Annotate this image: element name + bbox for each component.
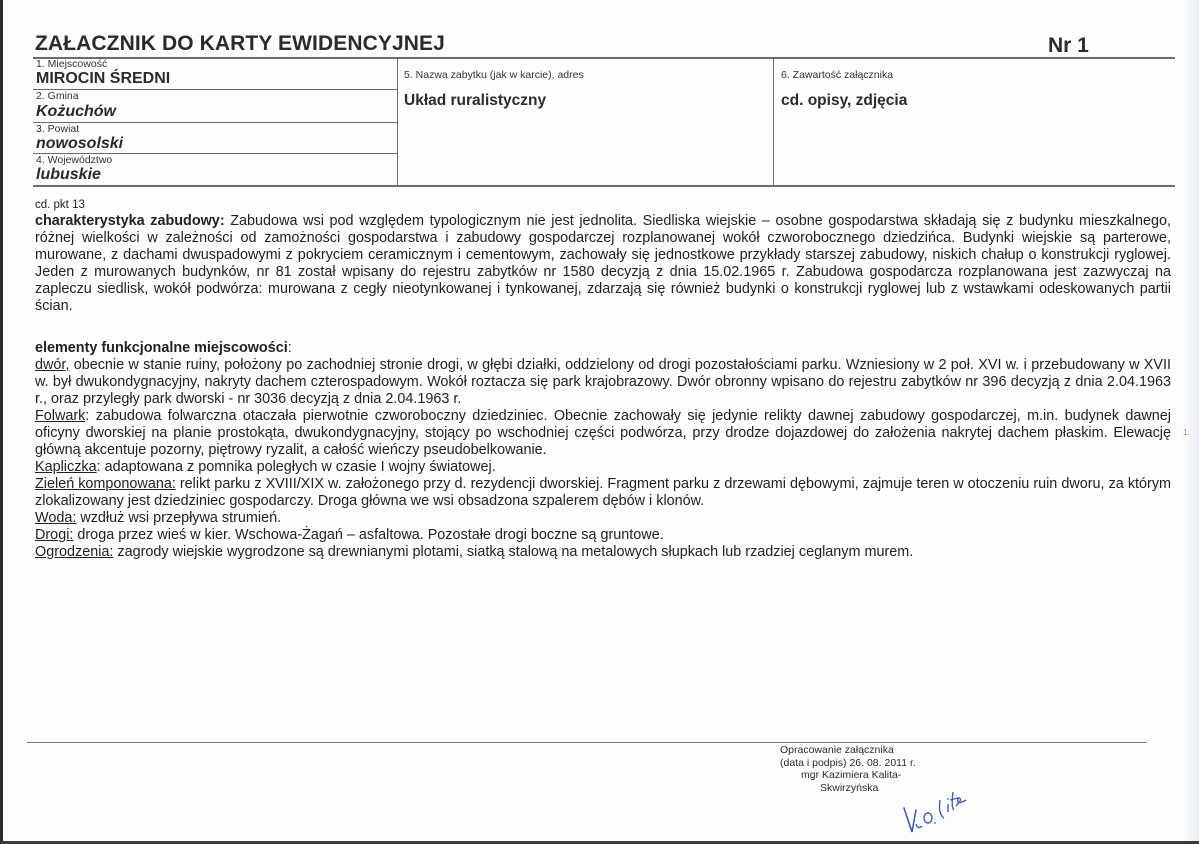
nazwa-zabytku-label: 5. Nazwa zabytku (jak w karcie), adres (404, 69, 584, 81)
zawartosc-value: cd. opisy, zdjęcia (781, 92, 908, 109)
element-text: relikt parku z XVIII/XIX w. założonego przy d. rezydencji dworskiej. Fragment parku z drzewami dębowymi, zajmuje teren w otoczeniu ruin dworu, za którym zlokalizowany jest dziedziniec gospodarczy. Droga główna we wsi obsadzona szpalerem dębów i klonów. (35, 476, 1172, 509)
wojewodztwo-label: 4. Województwo (36, 154, 113, 166)
charakterystyka-text: Zabudowa wsi pod względem typologicznym nie jest jednolita. Siedliska wiejskie – osobne gospodarstwa składają się z budynku mieszkalnego, różnej wielkości w zależności od zamożności gospodarstwa i zabudowy gospodarczej rozplanowanej wokół czworobocznego dziedzińca. Budynki wiejskie są parterowe, murowane, z dachami dwuspadowymi z pokryciem ceramicznym i cementowym, zachowały się jednostkowe przykłady starszej zabudowy, niskich chałup o konstrukcji ryglowej. Jeden z murowanych budynków, nr 81 został wpisany do rejestru zabytków nr 1580 decyzją z dnia 15.02.1965 r. Zabudowa gospodarcza rozplanowana jest zazwyczaj na zapleczu siedlisk, wokół podwórza: murowana z cegły nieotynkowanej i tynkowanej, zdarzają się również budynki o konstrukcji ryglowej lub z wstawkami odeskowanych partii ścian. (35, 213, 1171, 314)
element-term: Kapliczka (35, 459, 97, 475)
continuation-note: cd. pkt 13 (35, 199, 85, 211)
column-divider-1 (397, 58, 398, 186)
row-rule-1 (33, 89, 397, 90)
element-term: Drogi: (35, 527, 74, 543)
element-text: wzdłuż wsi przepływa strumień. (76, 510, 282, 526)
section-elementy (35, 340, 1171, 561)
scan-mark: 1. (1183, 428, 1190, 437)
wojewodztwo-value: lubuskie (36, 166, 101, 183)
elementy-heading-line (35, 340, 1171, 357)
element-term: dwór, (35, 357, 70, 373)
element-kapliczka (35, 459, 1171, 476)
gmina-value: Kożuchów (36, 103, 116, 120)
charakterystyka-heading: charakterystyka zabudowy: (35, 213, 225, 229)
powiat-value: nowosolski (36, 135, 124, 152)
header-bottom-rule (33, 185, 1175, 187)
footer-line-1: Opracowanie załącznika (780, 744, 894, 756)
element-text: zagrody wiejskie wygrodzone są drewnianymi plotami, siatką stalową na metalowych słupkach lub rzadziej ceglanym murem. (113, 544, 914, 560)
elementy-heading: elementy funkcjonalne miejscowości (35, 340, 288, 356)
element-ogrodzenia (35, 544, 1171, 561)
elementy-heading-colon: : (287, 340, 292, 356)
header-top-rule (33, 57, 1175, 59)
scan-edge-right (1183, 0, 1199, 844)
element-term: Zieleń komponowana: (35, 476, 176, 492)
element-text: obecnie w stanie ruiny, położony po zachodniej stronie drogi, w głębi działki, oddzielony od drogi pozostałościami parku. Wzniesiony w 2 poł. XVI w. i przebudowany w XVII w. był dwukondygnacyjny, nakryty dachem czterospadowym. Wokół roztacza się park krajobrazowy. Dwór obronny wpisano do rejestru zabytków nr 396 decyzją z dnia 2.04.1963 r., oraz przyległy park dworski - nr 3036 decyzją z dnia 2.04.1963 r. (35, 357, 1171, 407)
gmina-label: 2. Gmina (36, 90, 79, 102)
miejscowosc-label: 1. Miejscowość (36, 58, 108, 70)
charakterystyka-paragraph (35, 213, 1171, 315)
footer-rule (27, 742, 1147, 743)
footer-signature-block (780, 744, 916, 794)
element-drogi (35, 527, 1171, 544)
element-text: droga przez wieś w kier. Wschowa-Żagań – asfaltowa. Pozostałe drogi boczne są gruntowe. (73, 527, 664, 543)
footer-date: (data i podpis) 26. 08. 2011 r. (780, 756, 916, 769)
section-charakterystyka (35, 198, 1171, 315)
nazwa-zabytku-value: Układ ruralistyczny (404, 92, 547, 109)
element-dwor (35, 357, 1171, 408)
miejscowosc-value: MIROCIN ŚREDNI (36, 70, 171, 87)
element-term: Ogrodzenia: (35, 544, 114, 560)
attachment-number: Nr 1 (1048, 34, 1089, 57)
document-title: ZAŁACZNIK DO KARTY EWIDENCYJNEJ (35, 32, 445, 55)
powiat-label: 3. Powiat (36, 123, 80, 135)
zawartosc-label: 6. Zawartość załącznika (781, 69, 894, 81)
footer-author-name: mgr Kazimiera Kalita- (801, 769, 902, 781)
column-divider-2 (773, 58, 774, 186)
element-term: Woda: (35, 510, 77, 526)
element-folwark (35, 408, 1171, 459)
element-term: Folwark (35, 408, 86, 424)
handwritten-signature-icon (898, 778, 968, 838)
scan-edge-left (0, 0, 3, 844)
element-zielen (35, 476, 1171, 510)
footer-author-surname: Skwirzyńska (820, 781, 879, 794)
element-woda (35, 510, 1171, 527)
element-text: : adaptowana z pomnika poległych w czasie I wojny światowej. (96, 459, 496, 475)
row-rule-2 (33, 122, 397, 123)
element-text: : zabudowa folwarczna otaczała pierwotnie czworoboczny dziedziniec. Obecnie zachowały się jedynie relikty dawnej zabudowy gospodarczej, m.in. budynek dawnej oficyny dworskiej na planie prostokąta, dwukondygnacyjny, stojący po wschodniej części podwórza, przy drodze dojazdowej do założenia nakrytej dachem płaskim. Elewację główną akcentuje pozorny, piętrowy ryzalit, a całość wieńczy pseudobelkowanie. (35, 408, 1171, 458)
